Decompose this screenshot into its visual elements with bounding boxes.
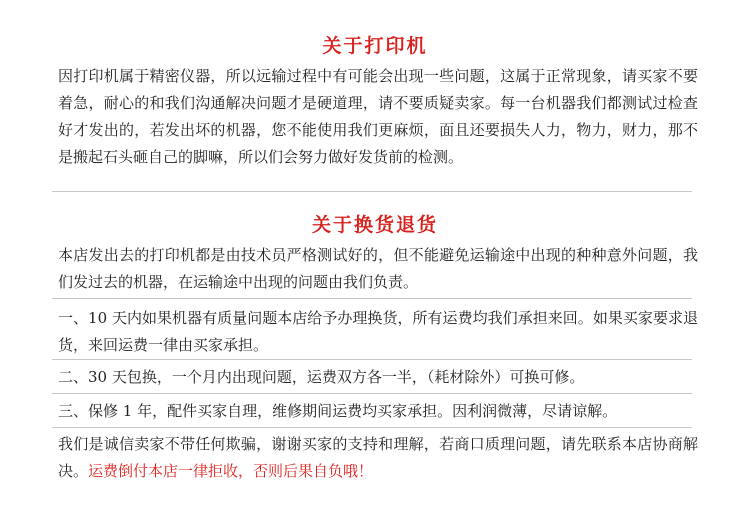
closing-note-text: 我们是诚信卖家不带任何欺骗，谢谢买家的支持和理解，若商口质理问题，请先联系本店协商解决。 bbox=[58, 435, 698, 480]
return-policy-item-3: 三、保修 1 年，配件买家自理，维修期间运费均买家承担。因利润微薄，尽请谅解。 bbox=[58, 402, 618, 420]
item-divider bbox=[52, 393, 692, 394]
item-divider bbox=[52, 359, 692, 360]
return-policy-item-2: 二、30 天包换，一个月内出现问题，运费双方各一半，（耗材除外）可换可修。 bbox=[58, 368, 585, 386]
return-section-title: 关于换货退货 bbox=[311, 214, 438, 236]
item-divider bbox=[52, 298, 692, 299]
closing-warning: 运费倒付本店一律拒收，否则后果自负哦！ bbox=[88, 462, 374, 480]
section-divider bbox=[52, 191, 692, 192]
return-section-intro: 本店发出去的打印机都是由技术员严格测试好的，但不能避免运输途中出现的种种意外问题，我们发过去的机器，在运输途中出现的问题由我们负责。 bbox=[58, 246, 698, 291]
printer-section-body: 因打印机属于精密仪器，所以远输过程中有可能会出现一些问题，这属于正常现象，请买家不要着急，耐心的和我们沟通解决问题才是硬道理，请不要质疑卖家。每一台机器我们都测试过检查好才发出的，若发出坏的机器，您不能使用我们更麻烦，面且还要损失人力，物力，财力，那不是搬起石头砸自己的脚嘛，所以们会努力做好发货前的检测。 bbox=[58, 67, 698, 166]
printer-section-title: 关于打印机 bbox=[322, 35, 428, 57]
closing-note bbox=[58, 431, 698, 485]
return-policy-item-1: 一、10 天内如果机器有质量问题本店给予办理换货，所有运费均我们承担来回。如果买家要求退货，来回运费一律由买家承担。 bbox=[58, 309, 698, 354]
item-divider bbox=[52, 427, 692, 428]
